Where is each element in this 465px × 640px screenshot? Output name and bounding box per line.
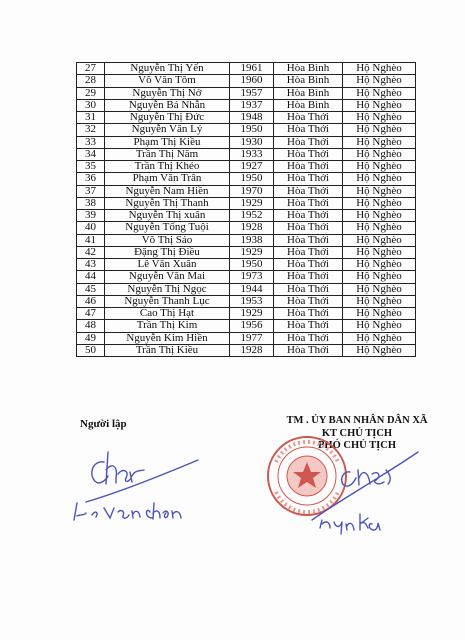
residence-cell: Hòa Bình — [274, 75, 343, 87]
row-number-cell: 45 — [77, 283, 105, 295]
name-cell: Võ Thị Sáo — [105, 234, 230, 246]
name-cell: Phạm Thị Kiều — [105, 136, 230, 148]
household-status-cell: Hộ Nghèo — [343, 222, 416, 234]
birth-year-cell: 1952 — [230, 210, 274, 222]
row-number-cell: 39 — [77, 210, 105, 222]
household-status-cell: Hộ Nghèo — [343, 210, 416, 222]
name-cell: Nguyễn Văn Lý — [105, 124, 230, 136]
committee-role: KT CHỦ TỊCH — [321, 427, 393, 439]
household-status-cell: Hộ Nghèo — [343, 308, 416, 320]
residence-cell: Hòa Thới — [274, 234, 343, 246]
row-number-cell: 28 — [77, 75, 105, 87]
vice-chairman-signature — [312, 452, 418, 534]
row-number-cell: 32 — [77, 124, 105, 136]
birth-year-cell: 1933 — [230, 148, 274, 160]
household-status-cell: Hộ Nghèo — [343, 173, 416, 185]
residence-cell: Hòa Thới — [274, 210, 343, 222]
row-number-cell: 34 — [77, 148, 105, 160]
residence-cell: Hòa Thới — [274, 283, 343, 295]
row-number-cell: 35 — [77, 161, 105, 173]
residence-cell: Hòa Thới — [274, 112, 343, 124]
row-number-cell: 47 — [77, 308, 105, 320]
birth-year-cell: 1928 — [230, 222, 274, 234]
household-status-cell: Hộ Nghèo — [343, 234, 416, 246]
birth-year-cell: 1929 — [230, 197, 274, 209]
birth-year-cell: 1928 — [230, 344, 274, 356]
household-status-cell: Hộ Nghèo — [343, 185, 416, 197]
residence-cell: Hòa Thới — [274, 320, 343, 332]
row-number-cell: 31 — [77, 112, 105, 124]
birth-year-cell: 1948 — [230, 112, 274, 124]
preparer-signature — [74, 452, 198, 520]
birth-year-cell: 1929 — [230, 246, 274, 258]
name-cell: Võ Văn Tôm — [105, 75, 230, 87]
row-number-cell: 48 — [77, 320, 105, 332]
birth-year-cell: 1950 — [230, 124, 274, 136]
row-number-cell: 29 — [77, 87, 105, 99]
household-status-cell: Hộ Nghèo — [343, 320, 416, 332]
row-number-cell: 38 — [77, 197, 105, 209]
birth-year-cell: 1950 — [230, 259, 274, 271]
household-status-cell: Hộ Nghèo — [343, 99, 416, 111]
birth-year-cell: 1960 — [230, 75, 274, 87]
birth-year-cell: 1977 — [230, 332, 274, 344]
name-cell: Nguyễn Kim Hiền — [105, 332, 230, 344]
household-status-cell: Hộ Nghèo — [343, 161, 416, 173]
name-cell: Lê Văn Xuân — [105, 259, 230, 271]
row-number-cell: 27 — [77, 63, 105, 75]
residence-cell: Hòa Thới — [274, 185, 343, 197]
residence-cell: Hòa Thới — [274, 161, 343, 173]
row-number-cell: 33 — [77, 136, 105, 148]
household-status-cell: Hộ Nghèo — [343, 295, 416, 307]
name-cell: Nguyễn Thị Yến — [105, 63, 230, 75]
residence-cell: Hòa Thới — [274, 197, 343, 209]
birth-year-cell: 1937 — [230, 99, 274, 111]
row-number-cell: 30 — [77, 99, 105, 111]
name-cell: Trần Thị Năm — [105, 148, 230, 160]
residence-cell: Hòa Thới — [274, 295, 343, 307]
residence-cell: Hòa Thới — [274, 124, 343, 136]
birth-year-cell: 1953 — [230, 295, 274, 307]
household-status-cell: Hộ Nghèo — [343, 283, 416, 295]
name-cell: Nguyễn Thị xuân — [105, 210, 230, 222]
row-number-cell: 46 — [77, 295, 105, 307]
committee-subrole: PHÓ CHỦ TỊCH — [318, 440, 396, 451]
name-cell: Nguyễn Thị Ngọc — [105, 283, 230, 295]
row-number-cell: 36 — [77, 173, 105, 185]
residence-cell: Hòa Thới — [274, 308, 343, 320]
household-status-cell: Hộ Nghèo — [343, 112, 416, 124]
household-status-cell: Hộ Nghèo — [343, 246, 416, 258]
residence-cell: Hòa Thới — [274, 271, 343, 283]
row-number-cell: 44 — [77, 271, 105, 283]
name-cell: Cao Thị Hạt — [105, 308, 230, 320]
household-status-cell: Hộ Nghèo — [343, 136, 416, 148]
household-status-cell: Hộ Nghèo — [343, 148, 416, 160]
residence-cell: Hòa Thới — [274, 344, 343, 356]
household-status-cell: Hộ Nghèo — [343, 124, 416, 136]
birth-year-cell: 1957 — [230, 87, 274, 99]
household-status-cell: Hộ Nghèo — [343, 344, 416, 356]
name-cell: Nguyễn Tống Tuội — [105, 222, 230, 234]
name-cell: Nguyễn Nam Hiền — [105, 185, 230, 197]
residence-cell: Hòa Thới — [274, 148, 343, 160]
household-status-cell: Hộ Nghèo — [343, 259, 416, 271]
name-cell: Nguyễn Văn Mai — [105, 271, 230, 283]
birth-year-cell: 1938 — [230, 234, 274, 246]
household-status-cell: Hộ Nghèo — [343, 87, 416, 99]
residence-cell: Hòa Bình — [274, 63, 343, 75]
row-number-cell: 42 — [77, 246, 105, 258]
row-number-cell: 37 — [77, 185, 105, 197]
row-number-cell: 40 — [77, 222, 105, 234]
name-cell: Trần Thị Kiều — [105, 344, 230, 356]
row-number-cell: 49 — [77, 332, 105, 344]
birth-year-cell: 1956 — [230, 320, 274, 332]
name-cell: Trần Thị Khéo — [105, 161, 230, 173]
row-number-cell: 43 — [77, 259, 105, 271]
residence-cell: Hòa Thới — [274, 222, 343, 234]
household-status-cell: Hộ Nghèo — [343, 63, 416, 75]
birth-year-cell: 1973 — [230, 271, 274, 283]
birth-year-cell: 1944 — [230, 283, 274, 295]
row-number-cell: 50 — [77, 344, 105, 356]
birth-year-cell: 1970 — [230, 185, 274, 197]
row-number-cell: 41 — [77, 234, 105, 246]
birth-year-cell: 1961 — [230, 63, 274, 75]
household-status-cell: Hộ Nghèo — [343, 197, 416, 209]
official-seal — [268, 437, 346, 515]
birth-year-cell: 1950 — [230, 173, 274, 185]
household-status-cell: Hộ Nghèo — [343, 271, 416, 283]
residence-cell: Hòa Thới — [274, 136, 343, 148]
name-cell: Nguyễn Thanh Lục — [105, 295, 230, 307]
birth-year-cell: 1930 — [230, 136, 274, 148]
residence-cell: Hòa Thới — [274, 332, 343, 344]
residence-cell: Hòa Bình — [274, 99, 343, 111]
name-cell: Đặng Thị Điều — [105, 246, 230, 258]
birth-year-cell: 1927 — [230, 161, 274, 173]
residence-cell: Hòa Thới — [274, 246, 343, 258]
name-cell: Nguyễn Thị Thanh — [105, 197, 230, 209]
household-status-cell: Hộ Nghèo — [343, 332, 416, 344]
preparer-label: Người lập — [80, 418, 127, 430]
name-cell: Trần Thị Kim — [105, 320, 230, 332]
name-cell: Nguyễn Thị Đức — [105, 112, 230, 124]
name-cell: Nguyễn Bá Nhẫn — [105, 99, 230, 111]
residence-cell: Hòa Bình — [274, 87, 343, 99]
birth-year-cell: 1929 — [230, 308, 274, 320]
residence-cell: Hòa Thới — [274, 259, 343, 271]
household-status-cell: Hộ Nghèo — [343, 75, 416, 87]
name-cell: Phạm Văn Trân — [105, 173, 230, 185]
committee-title: TM . ỦY BAN NHÂN DÂN XÃ — [286, 415, 428, 426]
name-cell: Nguyễn Thị Nở — [105, 87, 230, 99]
residence-cell: Hòa Thới — [274, 173, 343, 185]
